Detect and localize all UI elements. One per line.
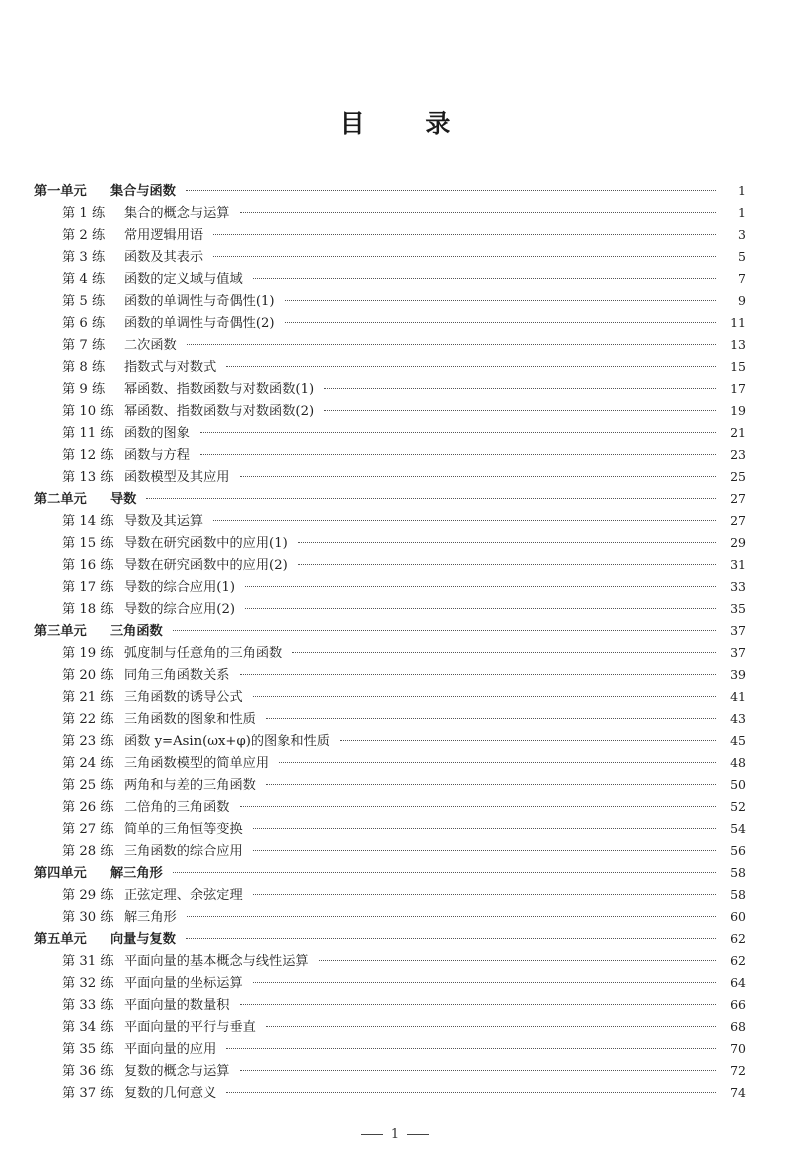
toc-lesson-row[interactable] [34,884,746,906]
page-ref: 48 [730,755,746,770]
lesson-number: 第 26 练 [62,800,114,815]
toc-unit-row[interactable] [34,180,746,202]
unit-number: 第五单元 [34,932,87,947]
page-ref: 37 [730,623,746,638]
lesson-number: 第 10 练 [62,404,114,419]
page-ref: 19 [730,403,746,418]
lesson-title: 导数的综合应用(1) [124,580,235,595]
toc-lesson-row[interactable] [34,444,746,466]
dot-leader [213,256,716,257]
dot-leader [173,872,716,873]
dot-leader [253,828,716,829]
lesson-title: 平面向量的数量积 [124,998,230,1013]
page-ref: 1 [738,183,746,198]
lesson-title: 函数模型及其应用 [124,470,230,485]
toc-lesson-row[interactable] [34,906,746,928]
toc-lesson-row[interactable] [34,730,746,752]
dot-leader [292,652,716,653]
page-ref: 35 [730,601,746,616]
lesson-number: 第 35 练 [62,1042,114,1057]
lesson-title: 平面向量的坐标运算 [124,976,243,991]
lesson-number: 第 37 练 [62,1086,114,1101]
page-ref: 27 [730,513,746,528]
lesson-number: 第 9 练 [62,382,106,397]
unit-number: 第一单元 [34,184,87,199]
toc-lesson-row[interactable] [34,752,746,774]
dot-leader [240,1070,717,1071]
page-ref: 41 [730,689,746,704]
lesson-title: 平面向量的平行与垂直 [124,1020,256,1035]
dot-leader [253,982,716,983]
lesson-number: 第 4 练 [62,272,106,287]
page-ref: 60 [730,909,746,924]
lesson-title: 二次函数 [124,338,177,353]
dot-leader [240,1004,717,1005]
dot-leader [240,674,717,675]
toc-lesson-row[interactable] [34,774,746,796]
toc-lesson-row[interactable] [34,268,746,290]
lesson-title: 导数及其运算 [124,514,204,529]
page-ref: 21 [730,425,746,440]
toc-unit-row[interactable] [34,862,746,884]
lesson-number: 第 24 练 [62,756,114,771]
toc-lesson-row[interactable] [34,422,746,444]
dot-leader [324,410,716,411]
lesson-title: 弧度制与任意角的三角函数 [124,646,283,661]
dot-leader [213,520,716,521]
lesson-number: 第 31 练 [62,954,114,969]
dot-leader [226,1092,716,1093]
dot-leader [245,586,716,587]
lesson-title: 集合的概念与运算 [124,206,230,221]
lesson-number: 第 11 练 [62,426,114,441]
lesson-number: 第 15 练 [62,536,114,551]
lesson-title: 二倍角的三角函数 [124,800,230,815]
page-ref: 17 [730,381,746,396]
page-ref: 11 [730,315,746,330]
unit-title: 集合与函数 [110,184,176,199]
lesson-title: 导数在研究函数中的应用(1) [124,536,288,551]
lesson-title: 导数的综合应用(2) [124,602,235,617]
unit-number: 第四单元 [34,866,87,881]
toc-lesson-row[interactable] [34,1016,746,1038]
page-ref: 66 [730,997,746,1012]
page-ref: 50 [730,777,746,792]
toc-lesson-row[interactable] [34,950,746,972]
toc-lesson-row[interactable] [34,840,746,862]
page-ref: 72 [730,1063,746,1078]
dot-leader [298,542,716,543]
dot-leader [298,564,716,565]
page-ref: 68 [730,1019,746,1034]
lesson-number: 第 13 练 [62,470,114,485]
toc-lesson-row[interactable] [34,664,746,686]
lesson-title: 简单的三角恒等变换 [124,822,243,837]
lesson-title: 平面向量的应用 [124,1042,217,1057]
dot-leader [200,454,716,455]
toc-lesson-row[interactable] [34,378,746,400]
lesson-title: 复数的几何意义 [124,1086,217,1101]
toc-unit-row[interactable] [34,488,746,510]
lesson-number: 第 32 练 [62,976,114,991]
lesson-number: 第 21 练 [62,690,114,705]
lesson-title: 解三角形 [124,910,177,925]
dot-leader [319,960,716,961]
page-ref: 23 [730,447,746,462]
page-ref: 62 [730,931,746,946]
toc-lesson-row[interactable] [34,466,746,488]
toc-unit-row[interactable] [34,620,746,642]
unit-title: 解三角形 [110,866,163,881]
toc-lesson-row[interactable] [34,1060,746,1082]
page-number: 1 [390,1127,400,1142]
page-ref: 13 [730,337,746,352]
page-ref: 58 [730,887,746,902]
lesson-number: 第 18 练 [62,602,114,617]
page-ref: 70 [730,1041,746,1056]
page-ref: 25 [730,469,746,484]
lesson-number: 第 22 练 [62,712,114,727]
table-of-contents [34,180,746,1104]
unit-title: 导数 [110,492,137,507]
page-ref: 27 [730,491,746,506]
toc-lesson-row[interactable] [34,1082,746,1104]
dot-leader [240,806,717,807]
dot-leader [173,630,716,631]
page-ref: 56 [730,843,746,858]
page-ref: 62 [730,953,746,968]
page-ref: 58 [730,865,746,880]
lesson-title: 函数的定义域与值域 [124,272,243,287]
dot-leader [187,344,716,345]
toc-lesson-row[interactable] [34,510,746,532]
lesson-number: 第 29 练 [62,888,114,903]
dot-leader [266,1026,716,1027]
toc-lesson-row[interactable] [34,532,746,554]
toc-lesson-row[interactable] [34,554,746,576]
lesson-number: 第 34 练 [62,1020,114,1035]
footer-dash-right [407,1134,429,1135]
lesson-number: 第 6 练 [62,316,106,331]
page-ref: 45 [730,733,746,748]
toc-lesson-row[interactable] [34,642,746,664]
dot-leader [200,432,716,433]
lesson-title: 三角函数的图象和性质 [124,712,256,727]
page-footer [0,1127,790,1142]
lesson-number: 第 30 练 [62,910,114,925]
toc-lesson-row[interactable] [34,356,746,378]
footer-dash-left [361,1134,383,1135]
toc-lesson-row[interactable] [34,708,746,730]
lesson-title: 两角和与差的三角函数 [124,778,256,793]
lesson-title: 幂函数、指数函数与对数函数(1) [124,382,315,397]
unit-number: 第二单元 [34,492,87,507]
unit-title: 向量与复数 [110,932,176,947]
dot-leader [213,234,716,235]
lesson-number: 第 19 练 [62,646,114,661]
page-ref: 33 [730,579,746,594]
lesson-title: 函数及其表示 [124,250,204,265]
lesson-title: 函数的图象 [124,426,190,441]
page-ref: 64 [730,975,746,990]
lesson-title: 平面向量的基本概念与线性运算 [124,954,309,969]
lesson-number: 第 7 练 [62,338,106,353]
toc-unit-row[interactable] [34,928,746,950]
page-ref: 52 [730,799,746,814]
dot-leader [240,476,717,477]
dot-leader [266,784,716,785]
page-ref: 3 [738,227,746,242]
page-ref: 1 [738,205,746,220]
lesson-title: 三角函数的综合应用 [124,844,243,859]
lesson-number: 第 27 练 [62,822,114,837]
unit-number: 第三单元 [34,624,87,639]
lesson-number: 第 33 练 [62,998,114,1013]
dot-leader [146,498,716,499]
dot-leader [266,718,716,719]
lesson-title: 导数在研究函数中的应用(2) [124,558,288,573]
toc-lesson-row[interactable] [34,686,746,708]
lesson-title: 函数的单调性与奇偶性(1) [124,294,275,309]
dot-leader [340,740,716,741]
dot-leader [285,322,716,323]
toc-lesson-row[interactable] [34,598,746,620]
lesson-number: 第 23 练 [62,734,114,749]
dot-leader [253,894,716,895]
lesson-number: 第 3 练 [62,250,106,265]
page-ref: 7 [738,271,746,286]
toc-lesson-row[interactable] [34,202,746,224]
dot-leader [285,300,716,301]
dot-leader [245,608,716,609]
lesson-title: 正弦定理、余弦定理 [124,888,243,903]
toc-lesson-row[interactable] [34,796,746,818]
page-ref: 43 [730,711,746,726]
page-ref: 37 [730,645,746,660]
toc-lesson-row[interactable] [34,290,746,312]
lesson-number: 第 12 练 [62,448,114,463]
toc-lesson-row[interactable] [34,400,746,422]
page-title: 目 录 [339,109,477,138]
lesson-number: 第 20 练 [62,668,114,683]
page-ref: 39 [730,667,746,682]
dot-leader [186,938,716,939]
unit-title: 三角函数 [110,624,163,639]
lesson-title: 函数与方程 [124,448,190,463]
page-ref: 74 [730,1085,746,1100]
lesson-number: 第 8 练 [62,360,106,375]
lesson-title: 同角三角函数关系 [124,668,230,683]
lesson-number: 第 2 练 [62,228,106,243]
dot-leader [226,366,716,367]
lesson-title: 函数的单调性与奇偶性(2) [124,316,275,331]
toc-lesson-row[interactable] [34,994,746,1016]
lesson-number: 第 5 练 [62,294,106,309]
toc-lesson-row[interactable] [34,334,746,356]
page-ref: 54 [730,821,746,836]
dot-leader [187,916,716,917]
dot-leader [240,212,717,213]
toc-lesson-row[interactable] [34,818,746,840]
page-ref: 9 [738,293,746,308]
page-ref: 5 [738,249,746,264]
toc-lesson-row[interactable] [34,1038,746,1060]
dot-leader [253,696,716,697]
lesson-title: 三角函数的诱导公式 [124,690,243,705]
toc-lesson-row[interactable] [34,224,746,246]
page-ref: 15 [730,359,746,374]
toc-lesson-row[interactable] [34,312,746,334]
dot-leader [253,278,716,279]
lesson-number: 第 25 练 [62,778,114,793]
page-ref: 31 [730,557,746,572]
lesson-number: 第 16 练 [62,558,114,573]
toc-lesson-row[interactable] [34,246,746,268]
lesson-title: 复数的概念与运算 [124,1064,230,1079]
lesson-title: 函数 y=Asin(ωx+φ)的图象和性质 [124,734,330,749]
dot-leader [186,190,716,191]
lesson-title: 常用逻辑用语 [124,228,204,243]
dot-leader [279,762,716,763]
lesson-number: 第 17 练 [62,580,114,595]
dot-leader [253,850,716,851]
lesson-title: 幂函数、指数函数与对数函数(2) [124,404,315,419]
lesson-number: 第 1 练 [62,206,106,221]
page-ref: 29 [730,535,746,550]
dot-leader [324,388,716,389]
lesson-number: 第 14 练 [62,514,114,529]
lesson-title: 三角函数模型的简单应用 [124,756,270,771]
dot-leader [226,1048,716,1049]
lesson-title: 指数式与对数式 [124,360,217,375]
lesson-number: 第 36 练 [62,1064,114,1079]
toc-lesson-row[interactable] [34,972,746,994]
lesson-number: 第 28 练 [62,844,114,859]
toc-lesson-row[interactable] [34,576,746,598]
